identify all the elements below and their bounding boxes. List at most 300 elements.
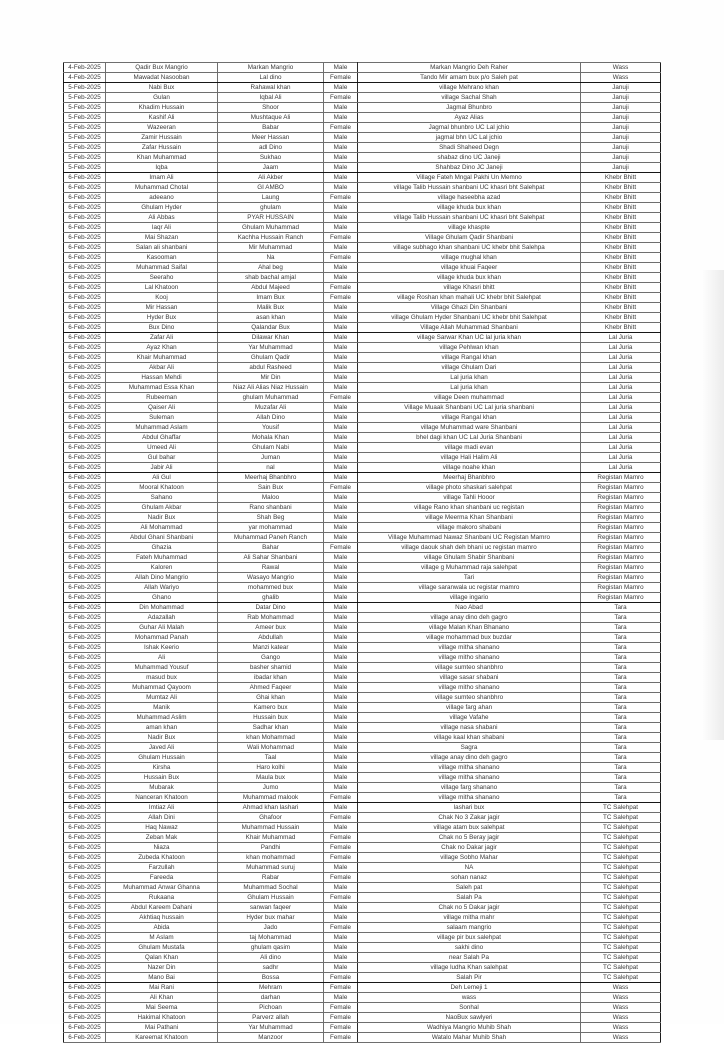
cell-date: 6-Feb-2025 (64, 923, 106, 933)
cell-father-name: Jado (218, 923, 324, 933)
cell-date: 5-Feb-2025 (64, 103, 106, 113)
cell-date: 6-Feb-2025 (64, 883, 106, 893)
table-row (64, 663, 661, 673)
cell-name: Nazer Din (106, 963, 218, 973)
table-row (64, 813, 661, 823)
cell-date: 6-Feb-2025 (64, 833, 106, 843)
cell-address: village saranwala uc registar mamro (358, 583, 581, 593)
cell-name: Din Mohammad (106, 603, 218, 613)
cell-date: 6-Feb-2025 (64, 493, 106, 503)
cell-location: Tara (581, 743, 661, 753)
table-row (64, 93, 661, 103)
table-row (64, 253, 661, 263)
cell-name: Abdul Ghaffar (106, 433, 218, 443)
cell-address: village khuda bux khan (358, 203, 581, 213)
cell-gender: Male (324, 243, 358, 253)
cell-gender: Female (324, 193, 358, 203)
cell-date: 6-Feb-2025 (64, 243, 106, 253)
cell-address: village Mehrano khan (358, 83, 581, 93)
cell-name: Allah Dini (106, 813, 218, 823)
cell-location: Wass (581, 993, 661, 1003)
cell-date: 6-Feb-2025 (64, 763, 106, 773)
cell-name: Rubeeman (106, 393, 218, 403)
cell-name: Mubarak (106, 783, 218, 793)
table-row (64, 293, 661, 303)
cell-gender: Male (324, 213, 358, 223)
cell-name: Ali Abbas (106, 213, 218, 223)
table-row (64, 303, 661, 313)
cell-father-name: Malik Bux (218, 303, 324, 313)
cell-gender: Male (324, 63, 358, 73)
table-row (64, 183, 661, 193)
cell-date: 6-Feb-2025 (64, 473, 106, 483)
cell-name: Muhammad Essa Khan (106, 383, 218, 393)
cell-name: Kasooman (106, 253, 218, 263)
cell-name: Abdul Ghani Shanbani (106, 533, 218, 543)
cell-date: 6-Feb-2025 (64, 853, 106, 863)
table-row (64, 343, 661, 353)
cell-location: Lal Juria (581, 393, 661, 403)
cell-father-name: Mushtaque Ali (218, 113, 324, 123)
table-row (64, 583, 661, 593)
cell-name: Mir Hassan (106, 303, 218, 313)
cell-father-name: Mohala Khan (218, 433, 324, 443)
cell-gender: Male (324, 423, 358, 433)
cell-address: village makoro shabani (358, 523, 581, 533)
cell-location: Lal Juria (581, 423, 661, 433)
table-row (64, 603, 661, 613)
cell-name: Sahano (106, 493, 218, 503)
table-row (64, 953, 661, 963)
cell-gender: Male (324, 143, 358, 153)
cell-name: Muhammad Chotal (106, 183, 218, 193)
cell-father-name: taj Mohammad (218, 933, 324, 943)
cell-name: Lal Khatoon (106, 283, 218, 293)
cell-address: jagmal bhn UC Lal jchio (358, 133, 581, 143)
cell-location: Tara (581, 693, 661, 703)
cell-name: Umeed Ali (106, 443, 218, 453)
cell-location: Registan Mamro (581, 583, 661, 593)
cell-gender: Male (324, 953, 358, 963)
cell-location: Lal Juria (581, 453, 661, 463)
cell-father-name: Muhammad Paneh Ranch (218, 533, 324, 543)
cell-location: TC Salehpat (581, 933, 661, 943)
table-row (64, 933, 661, 943)
cell-date: 6-Feb-2025 (64, 643, 106, 653)
table-row (64, 83, 661, 93)
cell-date: 6-Feb-2025 (64, 393, 106, 403)
cell-gender: Male (324, 653, 358, 663)
cell-father-name: basher shamid (218, 663, 324, 673)
cell-date: 6-Feb-2025 (64, 933, 106, 943)
cell-date: 4-Feb-2025 (64, 73, 106, 83)
cell-address: village mitha shanano (358, 643, 581, 653)
cell-location: Khebr Bhitt (581, 293, 661, 303)
cell-gender: Male (324, 333, 358, 343)
cell-address: village Rano khan shanbani uc registan (358, 503, 581, 513)
cell-father-name: asan khan (218, 313, 324, 323)
cell-date: 6-Feb-2025 (64, 483, 106, 493)
table-row (64, 653, 661, 663)
cell-name: Kaloren (106, 563, 218, 573)
cell-name: Manik (106, 703, 218, 713)
table-row (64, 743, 661, 753)
cell-address: Lal juria khan (358, 373, 581, 383)
cell-father-name: Ali Akber (218, 173, 324, 183)
cell-father-name: Wali Mohammad (218, 743, 324, 753)
cell-name: Allah Dino Mangrio (106, 573, 218, 583)
cell-gender: Male (324, 83, 358, 93)
cell-address: Village Muhammad Nawaz Shanbani UC Registan Mamro (358, 533, 581, 543)
cell-location: Tara (581, 633, 661, 643)
cell-father-name: Allah Dino (218, 413, 324, 423)
table-row (64, 753, 661, 763)
cell-father-name: nal (218, 463, 324, 473)
cell-gender: Male (324, 933, 358, 943)
cell-address: Shahbaz Dino JC Janeji (358, 163, 581, 173)
cell-gender: Male (324, 183, 358, 193)
cell-date: 6-Feb-2025 (64, 843, 106, 853)
cell-date: 6-Feb-2025 (64, 703, 106, 713)
cell-father-name: PYAR HUSSAIN (218, 213, 324, 223)
cell-gender: Male (324, 783, 358, 793)
cell-date: 6-Feb-2025 (64, 413, 106, 423)
cell-address: village kaal khan shabani (358, 733, 581, 743)
cell-gender: Male (324, 103, 358, 113)
cell-date: 6-Feb-2025 (64, 453, 106, 463)
table-row (64, 853, 661, 863)
cell-gender: Male (324, 613, 358, 623)
cell-gender: Male (324, 683, 358, 693)
cell-name: Kareemat Khatoon (106, 1033, 218, 1043)
cell-name: Nabi Bux (106, 83, 218, 93)
cell-gender: Male (324, 943, 358, 953)
cell-gender: Male (324, 173, 358, 183)
table-row (64, 543, 661, 553)
cell-gender: Male (324, 993, 358, 1003)
cell-name: Salan ali shanbani (106, 243, 218, 253)
cell-gender: Male (324, 463, 358, 473)
cell-date: 6-Feb-2025 (64, 973, 106, 983)
cell-father-name: Muhammad suruj (218, 863, 324, 873)
cell-location: Khebr Bhitt (581, 263, 661, 273)
cell-address: sohan nanaz (358, 873, 581, 883)
cell-address: village noahe khan (358, 463, 581, 473)
cell-location: Registan Mamro (581, 523, 661, 533)
cell-name: Kirsha (106, 763, 218, 773)
cell-address: village Tahli Hooor (358, 493, 581, 503)
cell-gender: Female (324, 973, 358, 983)
cell-address: village mitha shanano (358, 773, 581, 783)
table-row (64, 123, 661, 133)
cell-gender: Male (324, 633, 358, 643)
cell-gender: Male (324, 433, 358, 443)
records-table-body (64, 63, 661, 1043)
cell-address: Sagra (358, 743, 581, 753)
cell-father-name: Sadhar khan (218, 723, 324, 733)
cell-location: Lal Juria (581, 363, 661, 373)
cell-location: Khebr Bhitt (581, 253, 661, 263)
cell-father-name: Hyder bux mahar (218, 913, 324, 923)
cell-date: 6-Feb-2025 (64, 513, 106, 523)
cell-name: Muhammad Saifal (106, 263, 218, 273)
cell-location: Lal Juria (581, 343, 661, 353)
table-row (64, 193, 661, 203)
cell-location: TC Salehpat (581, 953, 661, 963)
cell-father-name: Ghulam Muhammad (218, 223, 324, 233)
cell-address: NaoBux sawlyeri (358, 1013, 581, 1023)
cell-gender: Male (324, 773, 358, 783)
cell-address: village Malan Khan Bhanano (358, 623, 581, 633)
cell-address: village sasar shabani (358, 673, 581, 683)
cell-address: Shadi Shaheed Degn (358, 143, 581, 153)
cell-address: village g Muhammad raja salehpat (358, 563, 581, 573)
cell-location: TC Salehpat (581, 943, 661, 953)
cell-location: Tara (581, 703, 661, 713)
cell-gender: Male (324, 343, 358, 353)
cell-name: Khair Muhammad (106, 353, 218, 363)
cell-location: Tara (581, 763, 661, 773)
cell-name: Mano Bai (106, 973, 218, 983)
table-row (64, 873, 661, 883)
cell-address: Chak No 3 Zakar jagir (358, 813, 581, 823)
cell-address: village subhago khan shanbani UC khebr bhit Salehpa (358, 243, 581, 253)
cell-gender: Female (324, 983, 358, 993)
cell-location: Registan Mamro (581, 553, 661, 563)
cell-address: village mitha shanano (358, 793, 581, 803)
cell-location: TC Salehpat (581, 853, 661, 863)
cell-date: 5-Feb-2025 (64, 143, 106, 153)
cell-date: 5-Feb-2025 (64, 153, 106, 163)
cell-gender: Male (324, 503, 358, 513)
cell-gender: Male (324, 113, 358, 123)
cell-address: village Roshan khan mahali UC khebr bhit Salehpat (358, 293, 581, 303)
cell-location: Lal Juria (581, 353, 661, 363)
cell-gender: Male (324, 573, 358, 583)
cell-location: Registan Mamro (581, 573, 661, 583)
cell-father-name: GI AMBO (218, 183, 324, 193)
cell-gender: Male (324, 643, 358, 653)
cell-father-name: Abdullah (218, 633, 324, 643)
cell-name: Nadir Bux (106, 733, 218, 743)
table-row (64, 363, 661, 373)
cell-date: 6-Feb-2025 (64, 613, 106, 623)
cell-name: Mooral Khatoon (106, 483, 218, 493)
cell-address: Chak no 5 Dakar jagir (358, 903, 581, 913)
cell-location: Wass (581, 1003, 661, 1013)
cell-father-name: khan mohammad (218, 853, 324, 863)
cell-location: Tara (581, 723, 661, 733)
cell-gender: Male (324, 453, 358, 463)
cell-gender: Female (324, 873, 358, 883)
cell-date: 6-Feb-2025 (64, 233, 106, 243)
cell-address: village Pehlwan khan (358, 343, 581, 353)
cell-address: village farg ahan (358, 703, 581, 713)
cell-gender: Female (324, 893, 358, 903)
cell-name: laqr Ali (106, 223, 218, 233)
cell-address: village sumteo shanbhro (358, 693, 581, 703)
cell-location: Khebr Bhitt (581, 233, 661, 243)
table-row (64, 333, 661, 343)
cell-location: TC Salehpat (581, 913, 661, 923)
cell-address: village Ghulam Hyder Shanbani UC khebr bhit Salehpat (358, 313, 581, 323)
cell-date: 6-Feb-2025 (64, 463, 106, 473)
cell-date: 6-Feb-2025 (64, 213, 106, 223)
table-row (64, 1003, 661, 1013)
cell-father-name: yar mohammad (218, 523, 324, 533)
table-row (64, 323, 661, 333)
cell-date: 6-Feb-2025 (64, 533, 106, 543)
cell-father-name: Yar Muhammad (218, 1023, 324, 1033)
cell-location: Khebr Bhitt (581, 273, 661, 283)
cell-gender: Male (324, 553, 358, 563)
cell-date: 6-Feb-2025 (64, 653, 106, 663)
cell-address: village Ghulam Shabir Shanbani (358, 553, 581, 563)
cell-father-name: Babar (218, 123, 324, 133)
cell-gender: Female (324, 1003, 358, 1013)
cell-name: Imam Ali (106, 173, 218, 183)
cell-location: Registan Mamro (581, 493, 661, 503)
cell-father-name: Shoor (218, 103, 324, 113)
cell-gender: Female (324, 853, 358, 863)
table-row (64, 393, 661, 403)
scan-artifact (702, 270, 724, 740)
cell-location: Khebr Bhitt (581, 323, 661, 333)
cell-gender: Male (324, 913, 358, 923)
cell-address: village mitho shanano (358, 653, 581, 663)
cell-date: 6-Feb-2025 (64, 273, 106, 283)
cell-gender: Male (324, 413, 358, 423)
cell-location: Khebr Bhitt (581, 243, 661, 253)
table-row (64, 733, 661, 743)
cell-address: Markan Mangrio Deh Raher (358, 63, 581, 73)
cell-location: Tara (581, 713, 661, 723)
cell-date: 6-Feb-2025 (64, 993, 106, 1003)
cell-date: 6-Feb-2025 (64, 283, 106, 293)
table-row (64, 633, 661, 643)
cell-name: Gulan (106, 93, 218, 103)
cell-father-name: ghalib (218, 593, 324, 603)
cell-name: Mai Rani (106, 983, 218, 993)
cell-gender: Male (324, 163, 358, 173)
table-row (64, 723, 661, 733)
cell-father-name: mohammed bux (218, 583, 324, 593)
cell-address: Jagmal Bhunbro (358, 103, 581, 113)
cell-father-name: Meerhaj Bhanbhro (218, 473, 324, 483)
cell-date: 6-Feb-2025 (64, 303, 106, 313)
cell-location: Khebr Bhitt (581, 313, 661, 323)
cell-address: village Muhammad ware Shanbani (358, 423, 581, 433)
cell-location: TC Salehpat (581, 863, 661, 873)
cell-gender: Male (324, 473, 358, 483)
table-row (64, 783, 661, 793)
cell-gender: Male (324, 443, 358, 453)
cell-gender: Female (324, 1033, 358, 1043)
cell-date: 6-Feb-2025 (64, 873, 106, 883)
cell-date: 6-Feb-2025 (64, 333, 106, 343)
cell-date: 4-Feb-2025 (64, 63, 106, 73)
cell-name: Wazeeran (106, 123, 218, 133)
cell-address: Village Fateh Mngal Pakhi Un Memno (358, 173, 581, 183)
table-row (64, 863, 661, 873)
table-row (64, 983, 661, 993)
cell-address: village anay dino deh gagro (358, 753, 581, 763)
cell-address: village pir bux salehpat (358, 933, 581, 943)
table-row (64, 163, 661, 173)
cell-address: village Meerma Khan Shanbani (358, 513, 581, 523)
cell-name: Nadir Bux (106, 513, 218, 523)
table-row (64, 73, 661, 83)
cell-address: shabaz dino UC Janeji (358, 153, 581, 163)
cell-location: TC Salehpat (581, 923, 661, 933)
cell-father-name: Taal (218, 753, 324, 763)
cell-address: village madi evan (358, 443, 581, 453)
cell-date: 6-Feb-2025 (64, 623, 106, 633)
cell-father-name: Manzi katear (218, 643, 324, 653)
cell-address: village Rangal khan (358, 413, 581, 423)
cell-name: Mumtaz Ali (106, 693, 218, 703)
cell-location: Tara (581, 603, 661, 613)
cell-name: Zeban Mak (106, 833, 218, 843)
cell-name: Niaza (106, 843, 218, 853)
cell-father-name: Hussain bux (218, 713, 324, 723)
cell-father-name: Juman (218, 453, 324, 463)
table-row (64, 493, 661, 503)
cell-date: 6-Feb-2025 (64, 603, 106, 613)
cell-father-name: ghulam qasim (218, 943, 324, 953)
table-row (64, 713, 661, 723)
cell-father-name: khan Mohammad (218, 733, 324, 743)
table-row (64, 993, 661, 1003)
cell-gender: Male (324, 663, 358, 673)
cell-location: Khebr Bhitt (581, 283, 661, 293)
cell-date: 6-Feb-2025 (64, 173, 106, 183)
cell-date: 6-Feb-2025 (64, 943, 106, 953)
table-row (64, 443, 661, 453)
table-row (64, 763, 661, 773)
cell-address: village mohammad bux buzdar (358, 633, 581, 643)
cell-name: Khadim Hussain (106, 103, 218, 113)
cell-father-name: sanwan faqeer (218, 903, 324, 913)
cell-father-name: Ameer bux (218, 623, 324, 633)
cell-date: 6-Feb-2025 (64, 713, 106, 723)
cell-gender: Male (324, 713, 358, 723)
cell-date: 6-Feb-2025 (64, 573, 106, 583)
table-row (64, 973, 661, 983)
cell-date: 6-Feb-2025 (64, 433, 106, 443)
cell-date: 6-Feb-2025 (64, 343, 106, 353)
cell-location: Lal Juria (581, 373, 661, 383)
table-row (64, 643, 661, 653)
cell-date: 5-Feb-2025 (64, 83, 106, 93)
cell-gender: Male (324, 373, 358, 383)
cell-gender: Male (324, 743, 358, 753)
table-row (64, 523, 661, 533)
cell-date: 6-Feb-2025 (64, 983, 106, 993)
cell-date: 6-Feb-2025 (64, 583, 106, 593)
cell-name: Allah Wariyo (106, 583, 218, 593)
cell-location: TC Salehpat (581, 803, 661, 813)
cell-location: Registan Mamro (581, 473, 661, 483)
cell-address: village Sarwar Khan UC lal juria khan (358, 333, 581, 343)
cell-address: Village Ghulam Qadir Shanbani (358, 233, 581, 243)
cell-address: Village Allah Muhammad Shanbani (358, 323, 581, 333)
cell-address: village anay dino deh gagro (358, 613, 581, 623)
cell-address: village khuda bux khan (358, 273, 581, 283)
cell-father-name: ghulam (218, 203, 324, 213)
cell-address: lashari bux (358, 803, 581, 813)
cell-location: Januji (581, 133, 661, 143)
